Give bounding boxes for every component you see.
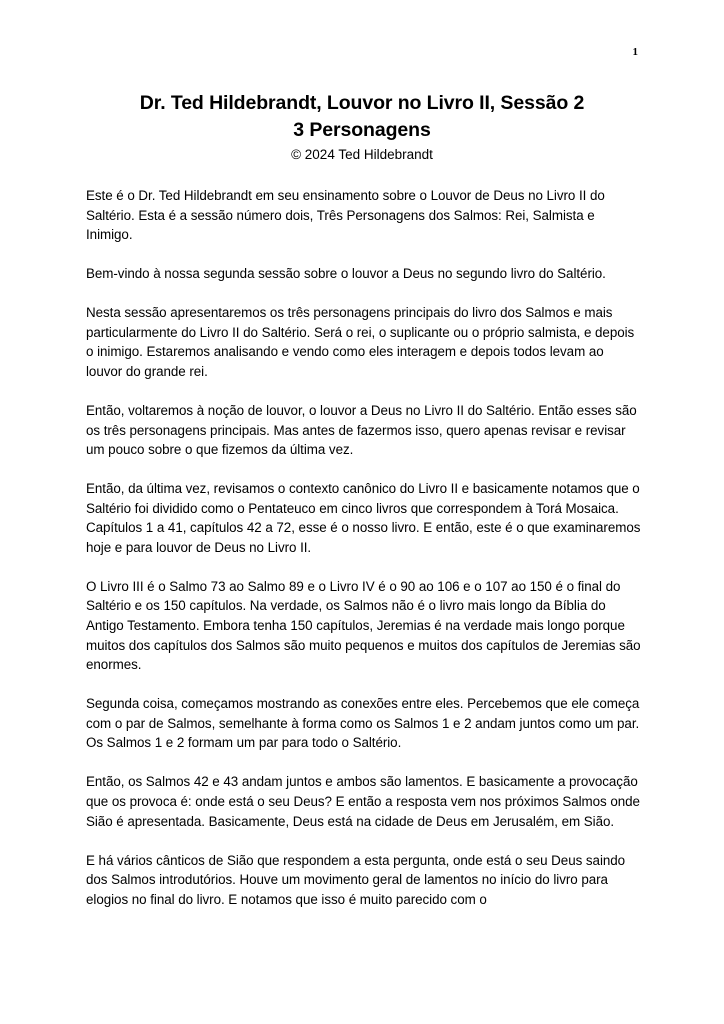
paragraph-zion-songs: E há vários cânticos de Sião que respondem a esta pergunta, onde está o seu Deus saindo dos Salmos introdutórios. Houve um movimento geral de lamentos no início do livro para elogios no final do livro. E notamos que isso é muito parecido com o: [86, 852, 626, 907]
paragraph-books-division: O Livro III é o Salmo 73 ao Salmo 89 e o Livro IV é o 90 ao 106 e o 107 ao 150 é o final do Saltério e os 150 capítulos. Na verdade, os Salmos não é o livro mais longo da Bíblia do Antigo Testamento. Embora tenha 150 capítulos, Jeremias é na verdade mais longo porque muitos dos capítulos dos Salmos são muito pequenos e muitos dos capítulos de Jeremias são enormes.: [86, 578, 641, 673]
document-title: Dr. Ted Hildebrandt, Louvor no Livro II, Sessão 2: [139, 92, 585, 114]
document-body: [86, 186, 641, 929]
paragraph-session-overview: Nesta sessão apresentaremos os três personagens principais do livro dos Salmos e mais particularmente do Livro II do Saltério. Será o rei, o suplicante ou o próprio salmista, e depois o inimigo. Estaremos analisando e vendo como eles interagem e depois todos levam ao louvor do grande rei.: [86, 305, 635, 379]
paragraph-intro: Este é o Dr. Ted Hildebrandt em seu ensinamento sobre o Louvor de Deus no Livro II do Saltério. Esta é a sessão número dois, Três Personagens dos Salmos: Rei, Salmista e Inimigo.: [86, 188, 605, 243]
document-subtitle: 3 Personagens: [293, 119, 431, 141]
paragraph-psalms-42-43: Então, os Salmos 42 e 43 andam juntos e ambos são lamentos. E basicamente a provocação que os provoca é: onde está o seu Deus? E então a resposta vem nos próximos Salmos onde Sião é apresentada. Basicamente, Deus está na cidade de Deus em Jerusalém, em Sião.: [86, 774, 640, 829]
paragraph-welcome: Bem-vindo à nossa segunda sessão sobre o louvor a Deus no segundo livro do Saltério.: [86, 266, 606, 282]
paragraph-connections: Segunda coisa, começamos mostrando as conexões entre eles. Percebemos que ele começa com o par de Salmos, semelhante à forma como os Salmos 1 e 2 andam juntos como um par. Os Salmos 1 e 2 formam um par para todo o Saltério.: [86, 696, 640, 751]
paragraph-canonical-context: Então, da última vez, revisamos o contexto canônico do Livro II e basicamente notamos que o Saltério foi dividido como o Pentateuco em cinco livros que correspondem à Torá Mosaica. Capítulos 1 a 41, capítulos 42 a 72, esse é o nosso livro. E então, este é o que examinaremos hoje e para louvor de Deus no Livro II.: [86, 481, 641, 555]
copyright-notice: © 2024 Ted Hildebrandt: [291, 147, 433, 162]
document-header: [0, 90, 724, 164]
page-number: 1: [632, 46, 638, 58]
paragraph-praise-notion: Então, voltaremos à noção de louvor, o louvor a Deus no Livro II do Saltério. Então esses são os três personagens principais. Mas antes de fazermos isso, quero apenas revisar e revisar um pouco sobre o que fizemos da última vez.: [86, 402, 637, 458]
